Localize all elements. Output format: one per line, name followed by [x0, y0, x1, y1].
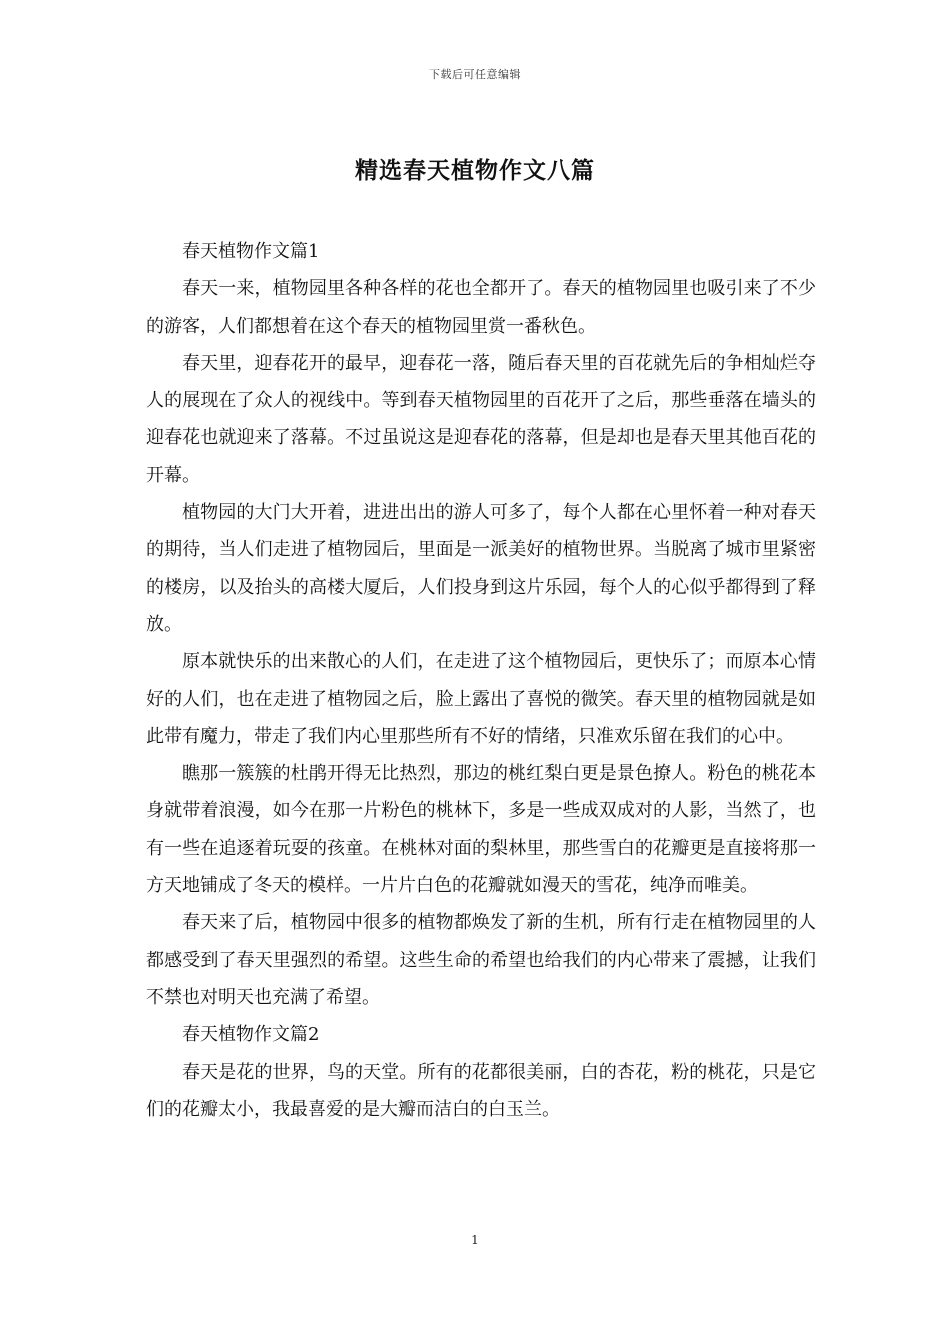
- document-title: 精选春天植物作文八篇: [355, 157, 595, 184]
- document-body: [146, 233, 816, 1128]
- page-number: 1: [471, 1233, 479, 1247]
- paragraph: 春天是花的世界，鸟的天堂。所有的花都很美丽，白的杏花，粉的桃花，只是它们的花瓣太小，我最喜爱的是大瓣而洁白的白玉兰。: [146, 1061, 816, 1120]
- paragraph: 瞧那一簇簇的杜鹃开得无比热烈，那边的桃红梨白更是景色撩人。粉色的桃花本身就带着浪漫，如今在那一片粉色的桃林下，多是一些成双成对的人影，当然了，也有一些在追逐着玩耍的孩童。在桃林对面的梨林里，那些雪白的花瓣更是直接将那一方天地铺成了冬天的模样。一片片白色的花瓣就如漫天的雪花，纯净而唯美。: [146, 763, 816, 897]
- section-heading: 春天植物作文篇1: [182, 241, 320, 262]
- paragraph: 植物园的大门大开着，进进出出的游人可多了，每个人都在心里怀着一种对春天的期待，当人们走进了植物园后，里面是一派美好的植物世界。当脱离了城市里紧密的楼房，以及抬头的高楼大厦后，人们投身到这片乐园，每个人的心似乎都得到了释放。: [146, 502, 816, 635]
- paragraph: 原本就快乐的出来散心的人们，在走进了这个植物园后，更快乐了；而原本心情好的人们，也在走进了植物园之后，脸上露出了喜悦的微笑。春天里的植物园就是如此带有魔力，带走了我们内心里那些所有不好的情绪，只准欢乐留在我们的心中。: [146, 651, 816, 747]
- paragraph: 春天来了后，植物园中很多的植物都焕发了新的生机，所有行走在植物园里的人都感受到了春天里强烈的希望。这些生命的希望也给我们的内心带来了震撼，让我们不禁也对明天也充满了希望。: [146, 912, 816, 1008]
- paragraph: 春天里，迎春花开的最早，迎春花一落，随后春天里的百花就先后的争相灿烂夺人的展现在了众人的视线中。等到春天植物园里的百花开了之后，那些垂落在墙头的迎春花也就迎来了落幕。不过虽说这是迎春花的落幕，但是却也是春天里其他百花的开幕。: [146, 352, 816, 486]
- header-note: 下载后可任意编辑: [429, 68, 521, 81]
- paragraph: 春天一来，植物园里各种各样的花也全都开了。春天的植物园里也吸引来了不少的游客，人们都想着在这个春天的植物园里赏一番秋色。: [146, 278, 816, 337]
- section-heading: 春天植物作文篇2: [182, 1024, 320, 1046]
